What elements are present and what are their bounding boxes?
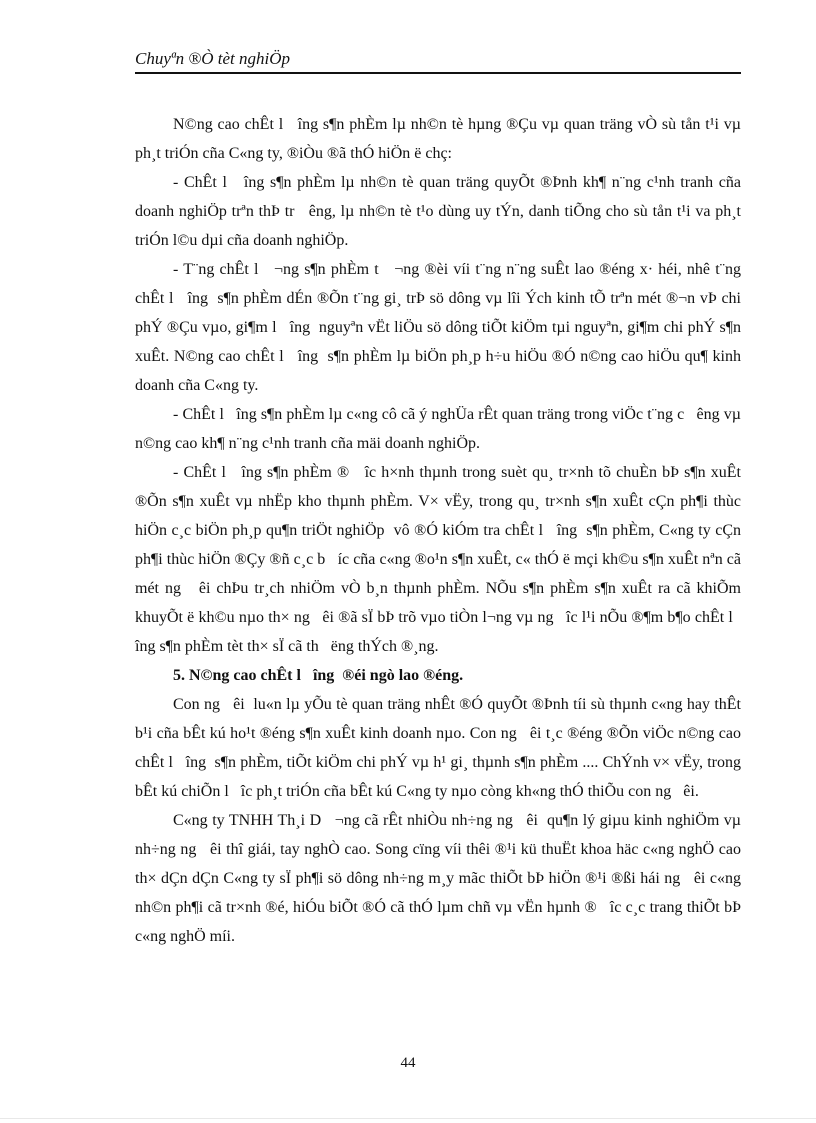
- body-text: [135, 110, 741, 951]
- paragraph: - T¨ng chÊt l ¬ng s¶n phÈm t ¬ng ®èi víi t¨ng n¨ng suÊt lao ®éng x· héi, nhê t¨ng chÊt l îng s¶n phÈm dÉn ®Õn t¨ng gi¸ trÞ sö dông vµ lîi Ých kinh tÕ trªn mét ®¬n vÞ chi phÝ ®Çu vµo, gi¶m l îng nguyªn vËt liÖu sö dông tiÕt kiÖm tµi nguyªn, gi¶m chi phÝ s¶n xuÊt. N©ng cao chÊt l îng s¶n phÈm lµ biÖn ph¸p h÷u hiÖu ®Ó n©ng cao hiÖu qu¶ kinh doanh cña C«ng ty.: [135, 261, 741, 394]
- paragraph: Con ng êi lu«n lµ yÕu tè quan träng nhÊt ®Ó quyÕt ®Þnh tíi sù thµnh c«ng hay thÊt b¹i cña bÊt kú ho¹t ®éng s¶n xuÊt kinh doanh nµo. Con ng êi t¸c ®éng ®Õn viÖc n©ng cao chÊt l îng s¶n phÈm, tiÕt kiÖm chi phÝ vµ h¹ gi¸ thµnh s¶n phÈm .... ChÝnh v× vËy, trong bÊt kú chiÕn l îc ph¸t triÓn cña bÊt kú C«ng ty nµo còng kh«ng thÓ thiÕu con ng êi.: [135, 696, 741, 800]
- page-bottom-divider: [0, 1118, 816, 1119]
- paragraph: - ChÊt l îng s¶n phÈm ® îc h×nh thµnh trong suèt qu¸ tr×nh tõ chuÈn bÞ s¶n xuÊt ®Õn s¶n xuÊt vµ nhËp kho thµnh phÈm. V× vËy, trong qu¸ tr×nh s¶n xuÊt cÇn ph¶i thùc hiÖn c¸c biÖn ph¸p qu¶n triÖt nghiÖp vô ®Ó kiÓm tra chÊt l îng s¶n phÈm, C«ng ty cÇn ph¶i thùc hiÖn ®Çy ®ñ c¸c b íc cña c«ng ®o¹n s¶n xuÊt, c« thÓ ë mçi kh©u s¶n xuÊt nªn cã mét ng êi chÞu tr¸ch nhiÖm vÒ b¸n thµnh phÈm. NÕu s¶n phÈm s¶n xuÊt ra cã khiÕm khuyÕt ë kh©u nµo th× ng êi ®ã sÏ bÞ trõ vµo tiÒn l¬ng vµ ng îc l¹i nÕu ®¶m b¶o chÊt l îng s¶n phÈm tèt th× sÏ cã th ëng thÝch ®¸ng.: [135, 464, 741, 655]
- running-header: Chuyªn ®Ò tèt nghiÖp: [135, 48, 741, 74]
- paragraph: - ChÊt l îng s¶n phÈm lµ c«ng cô cã ý nghÜa rÊt quan träng trong viÖc t¨ng c êng vµ n©ng cao kh¶ n¨ng c¹nh tranh cña mäi doanh nghiÖp.: [135, 406, 741, 452]
- section-heading: 5. N©ng cao chÊt l îng ®éi ngò lao ®éng.: [173, 667, 464, 684]
- paragraph: - ChÊt l îng s¶n phÈm lµ nh©n tè quan träng quyÕt ®Þnh kh¶ n¨ng c¹nh tranh cña doanh nghiÖp trªn thÞ tr êng, lµ nh©n tè t¹o dùng uy tÝn, danh tiÕng cho sù tån t¹i va ph¸t triÓn l©u dµi cña doanh nghiÖp.: [135, 174, 741, 249]
- page-number: 44: [400, 1055, 416, 1071]
- paragraph: C«ng ty TNHH Th¸i D ¬ng cã rÊt nhiÒu nh÷ng ng êi qu¶n lý giµu kinh nghiÖm vµ nh÷ng ng êi thî giái, tay nghÒ cao. Song cïng víi thêi ®¹i kü thuËt khoa häc c«ng nghÖ cao th× dÇn dÇn C«ng ty sÏ ph¶i sö dông nh÷ng m¸y mãc thiÕt bÞ hiÖn ®¹i ®ßi hái ng êi c«ng nh©n ph¶i cã tr×nh ®é, hiÓu biÕt ®Ó cã thÓ lµm chñ vµ vËn hµnh ® îc c¸c trang thiÕt bÞ c«ng nghÖ míi.: [135, 812, 741, 945]
- paragraph: N©ng cao chÊt l îng s¶n phÈm lµ nh©n tè hµng ®Çu vµ quan träng vÒ sù tån t¹i vµ ph¸t triÓn cña C«ng ty, ®iÒu ®ã thÓ hiÖn ë chç:: [135, 116, 741, 162]
